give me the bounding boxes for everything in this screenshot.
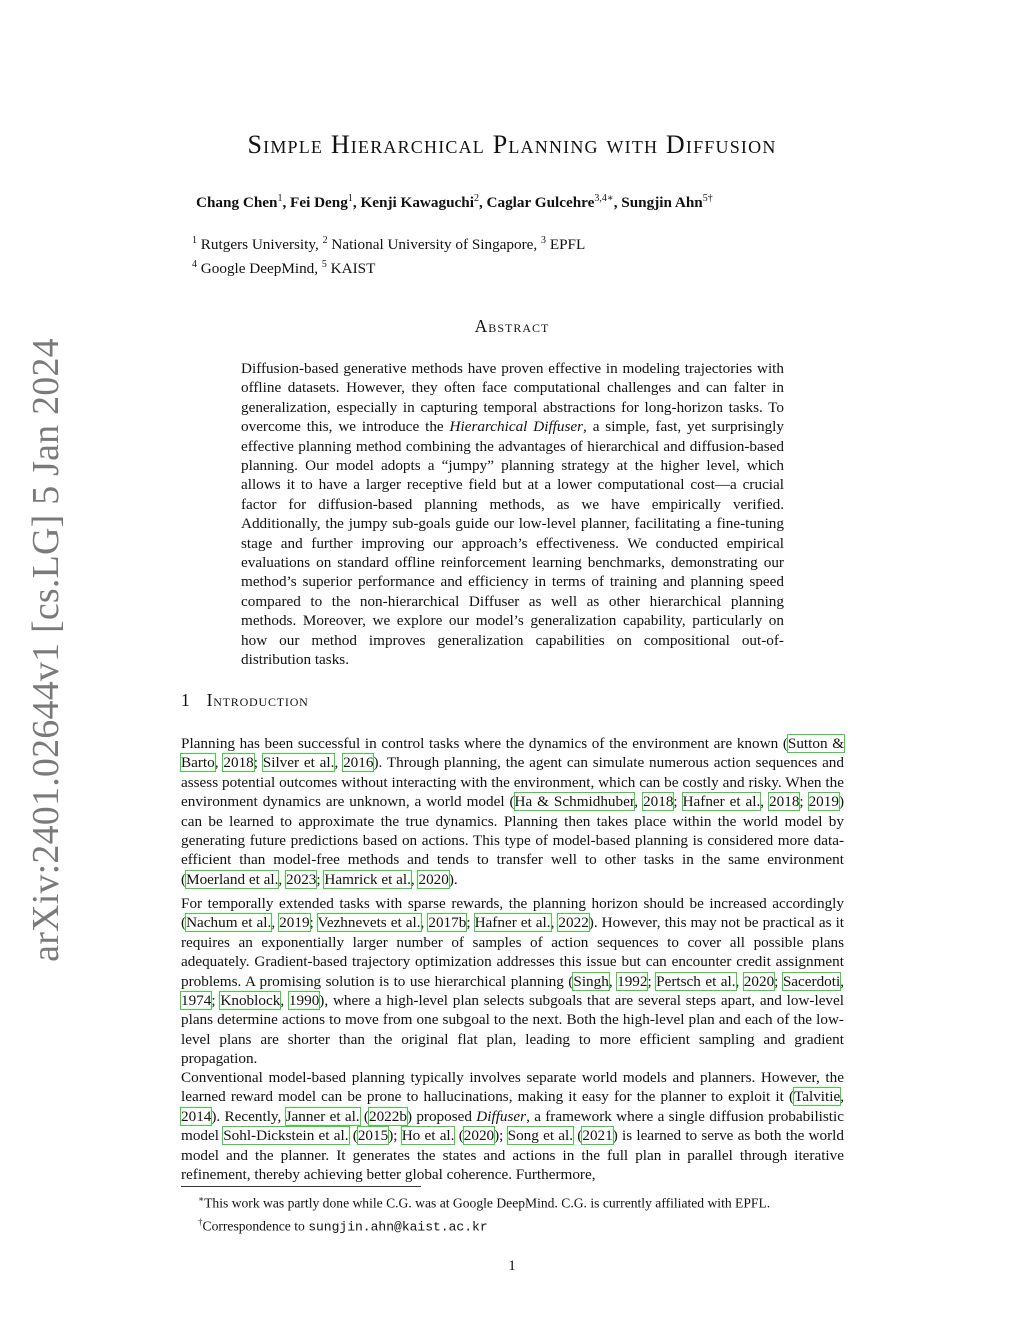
citation-link[interactable]: Silver et al. [262,754,335,772]
citation-link[interactable]: 2018 [769,793,800,811]
citation-link[interactable]: Song et al. [507,1127,574,1145]
citation-link[interactable]: 1974 [181,992,212,1010]
citation-link[interactable]: Ha & Schmidhuber [514,793,635,811]
citation-link[interactable]: 2023 [286,870,317,888]
paragraph: Conventional model-based planning typically involves separate world models and planners. However, the learned reward model can be prone to hallucinations, making it easy for the planner to exploit it (Talvitie, 2014). Recently, Janner et al. (2022b) proposed Diffuser, a framework where a single diffusion probabilistic model Sohl-Dickstein et al. (2015); Ho et al. (2020); Song et al. (2021) is learned to serve as both the world model and the planner. It generates the states and actions in the full plan in parallel through iterative refinement, thereby achieving better global coherence. Furthermore, [181,1069,844,1184]
arxiv-stamp: arXiv:2401.02644v1 [cs.LG] 5 Jan 2024 [25,338,67,962]
citation-link[interactable]: 1992 [617,972,648,990]
citation-link[interactable]: 2020 [418,870,449,888]
citation-link[interactable]: 2018 [643,793,674,811]
citation-link[interactable]: Hafner et al. [682,793,761,811]
citation-link[interactable]: 1990 [288,992,320,1010]
email-link[interactable]: sungjin.ahn@kaist.ac.kr [308,1219,488,1235]
citation-link[interactable]: Hamrick et al. [324,870,411,888]
page-number: 1 [508,1258,516,1274]
footnote: †Correspondence to sungjin.ahn@kaist.ac.kr [198,1216,488,1235]
author-name: Fei Deng [290,194,348,212]
citation-link[interactable]: 2020 [743,972,775,990]
author-sup: 1 [347,193,353,204]
citation-link[interactable]: 2016 [343,754,374,772]
citation-link[interactable]: 2015 [357,1127,389,1145]
paragraph: Planning has been successful in control tasks where the dynamics of the environment are known (Sutton & Barto, 2018; Silver et al., 2016). Through planning, the agent can simulate numerous action sequences and assess potential outcomes without interacting with the environment, which can be costly and risky. When the environment dynamics are unknown, a world model (Ha & Schmidhuber, 2018; Hafner et al., 2018; 2019) can be learned to approximate the true dynamics. Planning then takes place within the world model by generating future predictions based on actions. This type of model-based planning is considered more data-efficient than model-free methods and tends to transfer well to other tasks in the same environment (Moerland et al., 2023; Hamrick et al., 2020). [181,735,845,888]
citation-link[interactable]: 2021 [582,1127,613,1145]
author-name: Kenji Kawaguchi [360,194,474,212]
citation-link[interactable]: Talvitie [794,1088,841,1106]
citation-link[interactable]: 2020 [463,1127,495,1145]
citation-link[interactable]: Ho et al. [401,1127,455,1145]
citation-link[interactable]: 2022 [558,914,589,932]
footnote-rule [181,1186,421,1187]
citation-link[interactable]: 2017b [428,914,467,932]
paper-title: Simple Hierarchical Planning with Diffusion [247,130,777,159]
citation-link[interactable]: Sacerdoti [782,972,841,990]
citation-link[interactable]: Knoblock [220,992,281,1010]
citation-link[interactable]: Vezhnevets et al. [317,914,421,932]
author-name: Chang Chen [196,194,278,212]
paragraph: For temporally extended tasks with sparse rewards, the planning horizon should be increased accordingly (Nachum et al., 2019; Vezhnevets et al., 2017b; Hafner et al., 2022). However, this may not be practical as it requires an exponentially larger number of samples of action sequences to cover all possible plans adequately. Gradient-based trajectory optimization addresses this issue but can encounter credit assignment problems. A promising solution is to use hierarchical planning (Singh, 1992; Pertsch et al., 2020; Sacerdoti, 1974; Knoblock, 1990), where a high-level plan selects subgoals that are several steps apart, and low-level plans determine actions to move from one subgoal to the next. Both the high-level plan and each of the low-level plans are shorter than the original flat plan, leading to more efficient sampling and gradient propagation. [181,895,845,1068]
abstract-body: Diffusion-based generative methods have proven effective in modeling trajectories with offline datasets. However, they often face computational challenges and can falter in generalization, especially in capturing temporal abstractions for long-horizon tasks. To overcome this, we introduce the Hierarchical Diffuser, a simple, fast, yet surprisingly effective planning method combining the advantages of hierarchical and diffusion-based planning. Our model adopts a “jumpy” planning strategy at the higher level, which allows it to have a larger receptive field but at a lower computational cost—a crucial factor for diffusion-based planning methods, as we have empirically verified. Additionally, the jumpy sub-goals guide our low-level planner, facilitating a fine-tuning stage and further improving our approach’s effectiveness. We conducted empirical evaluations on standard offline reinforcement learning benchmarks, demonstrating our method’s superior performance and efficiency in terms of training and planning speed compared to the non-hierarchical Diffuser as well as other hierarchical planning methods. Moreover, we explore our model’s generalization capability, particularly on how our method improves generalization capabilities on compositional out-of-distribution tasks. [241,360,784,669]
abstract-heading: Abstract [474,316,550,336]
citation-link[interactable]: 2014 [181,1107,212,1125]
author-list: Chang Chen$^1$, Fei Deng$^1$, Kenji Kawaguchi$^2$, Caglar Gulcehre$^{3,4∗}$, Sungjin Ahn$^{5\dagger}$ [196,193,713,212]
citation-link[interactable]: Pertsch et al. [656,972,736,990]
author-sup: 2 [473,193,479,204]
author-name: Caglar Gulcehre [486,194,595,212]
citation-link[interactable]: Singh [573,972,609,990]
affiliations [192,231,585,278]
author-sup: 1 [277,193,283,204]
citation-link[interactable]: Hafner et al. [474,914,551,932]
affiliation-line: $^1$ Rutgers University, $^2$ National University of Singapore, $^3$ EPFL [192,235,586,254]
citation-link[interactable]: Janner et al. [285,1107,360,1125]
citation-link[interactable]: Sohl-Dickstein et al. [223,1127,349,1145]
citation-link[interactable]: Sutton & Barto [181,735,845,772]
footnote: ∗This work was partly done while C.G. was at Google DeepMind. C.G. is currently affiliated with EPFL. [198,1194,771,1211]
citation-link[interactable]: 2022b [368,1107,407,1125]
section-title: Introduction [206,690,309,710]
citation-link[interactable]: Nachum et al. [186,914,272,932]
citation-link[interactable]: 2019 [279,914,310,932]
author-sup: 5† [702,193,713,204]
section-number: 1 [181,690,191,710]
citation-link[interactable]: 2018 [223,754,254,772]
affiliation-line: $^4$ Google DeepMind, $^5$ KAIST [192,258,376,277]
author-sup: 3,4∗ [594,193,614,204]
citation-link[interactable]: Moerland et al. [186,870,279,888]
footnotes [198,1190,770,1236]
section-heading [181,690,309,711]
author-name: Sungjin Ahn [621,194,703,212]
citation-link[interactable]: 2019 [808,793,839,811]
